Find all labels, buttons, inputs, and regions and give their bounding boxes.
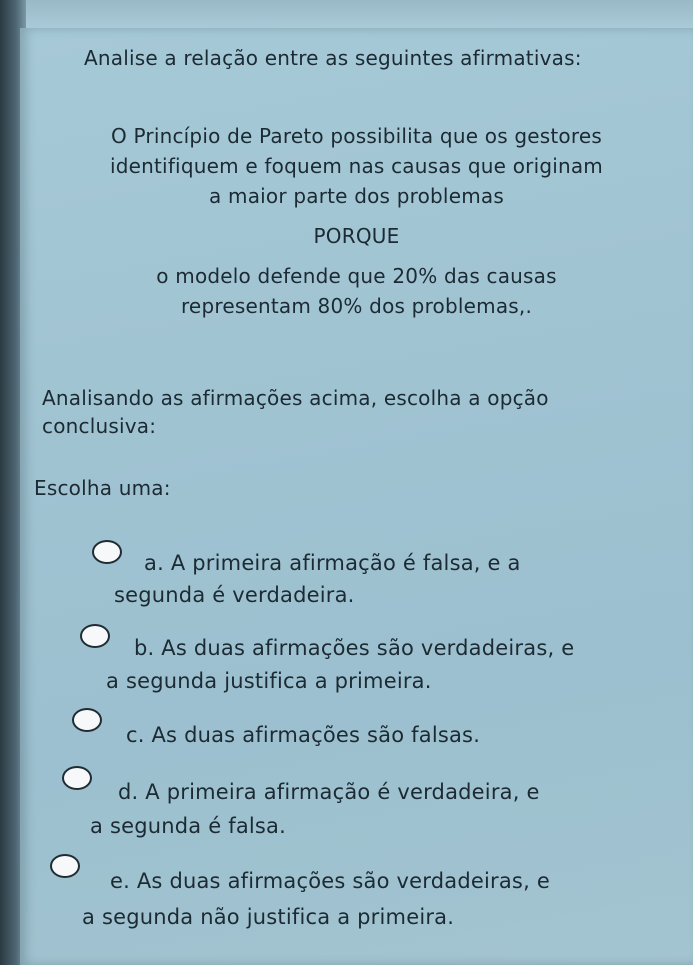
- option-a-line-1: a. A primeira afirmação é falsa, e a: [144, 551, 521, 575]
- option-e-line-2: a segunda não justifica a primeira.: [82, 905, 455, 929]
- option-c-radio[interactable]: [72, 708, 102, 732]
- option-b-line-2: a segunda justifica a primeira.: [106, 669, 432, 693]
- option-b-radio[interactable]: [80, 624, 110, 648]
- statement-one-line-3: a maior parte dos problemas: [209, 184, 504, 208]
- statement-two-line-2: representam 80% dos problemas,.: [180, 294, 533, 318]
- statement-one-line-2: identifiquem e foquem nas causas que originam: [109, 154, 603, 178]
- background-top: [0, 0, 693, 30]
- analysis-line-2: conclusiva:: [42, 414, 157, 438]
- statement-two-line-1: o modelo defende que 20% das causas: [156, 264, 557, 288]
- question-intro: Analise a relação entre as seguintes afirmativas:: [84, 46, 582, 70]
- option-e-line-1: e. As duas afirmações são verdadeiras, e: [110, 869, 550, 893]
- option-d-line-2: a segunda é falsa.: [90, 814, 287, 838]
- option-a-radio[interactable]: [92, 540, 122, 564]
- option-c-line-1: c. As duas afirmações são falsas.: [126, 723, 481, 747]
- choose-one-label: Escolha uma:: [34, 476, 171, 500]
- option-b-line-1: b. As duas afirmações são verdadeiras, e: [134, 636, 575, 660]
- connector-porque: PORQUE: [313, 224, 400, 248]
- option-d-radio[interactable]: [62, 766, 92, 790]
- option-a-line-2: segunda é verdadeira.: [114, 583, 355, 607]
- statement-one-line-1: O Princípio de Pareto possibilita que os gestores: [111, 124, 602, 148]
- analysis-line-1: Analisando as afirmações acima, escolha a opção: [42, 386, 549, 410]
- option-e-radio[interactable]: [50, 854, 80, 878]
- option-d-line-1: d. A primeira afirmação é verdadeira, e: [118, 780, 540, 804]
- question-panel: [20, 28, 693, 965]
